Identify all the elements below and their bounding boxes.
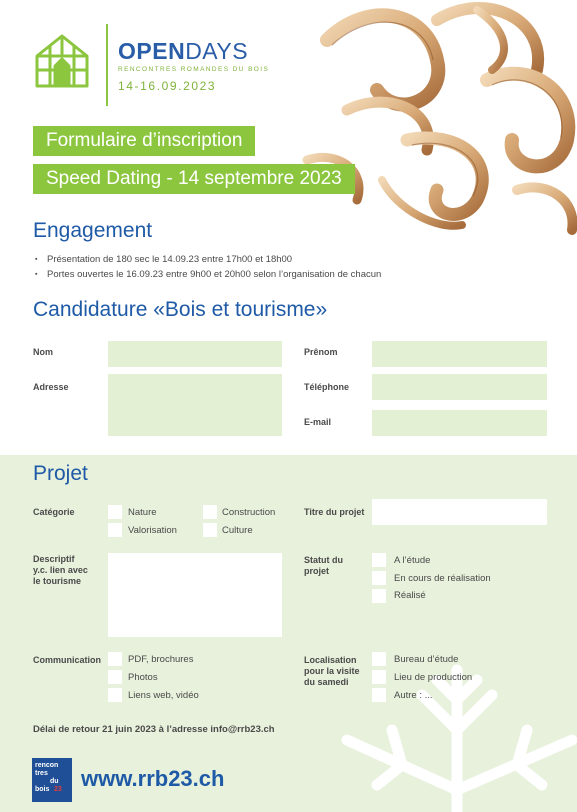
brand-open: OPEN — [118, 38, 186, 64]
adresse-field[interactable] — [108, 374, 282, 436]
statut-label-line: Statut du — [304, 555, 343, 565]
telephone-label: Téléphone — [304, 382, 350, 392]
prenom-label: Prênom — [304, 347, 338, 357]
titre-projet-field[interactable] — [372, 499, 547, 525]
photos-option-label: Photos — [128, 672, 158, 683]
communication-label: Communication — [33, 655, 102, 665]
autre-checkbox[interactable] — [372, 688, 386, 702]
engagement-heading: Engagement — [33, 219, 153, 242]
titre-projet-label: Titre du projet — [304, 507, 365, 517]
nature-checkbox[interactable] — [108, 505, 122, 519]
adresse-label: Adresse — [33, 382, 69, 392]
brand-dates: 14-16.09.2023 — [118, 79, 217, 93]
autre-option-label: Autre : ... — [394, 690, 433, 701]
wood-shavings-image — [287, 0, 577, 235]
candidature-heading: Candidature «Bois et tourisme» — [33, 298, 328, 321]
return-deadline-text: Délai de retour 21 juin 2023 à l’adresse info@rrb23.ch — [33, 724, 275, 735]
localisation-label-line: du samedi — [304, 677, 349, 687]
realise-checkbox[interactable] — [372, 589, 386, 603]
statut-label-line: projet — [304, 566, 330, 576]
localisation-label-line: Localisation — [304, 655, 357, 665]
email-label: E-mail — [304, 417, 332, 427]
logo-line: 23 — [54, 786, 62, 793]
pdf-brochures-option-label: PDF, brochures — [128, 654, 194, 665]
construction-checkbox[interactable] — [203, 505, 217, 519]
logo-line: bois — [35, 786, 50, 793]
construction-option-label: Construction — [222, 507, 276, 518]
nature-option-label: Nature — [128, 507, 157, 518]
nom-label: Nom — [33, 347, 53, 357]
form-title-banner: Formulaire d’inscription — [33, 126, 255, 156]
logo-separator — [106, 24, 108, 106]
valorisation-checkbox[interactable] — [108, 523, 122, 537]
descriptif-label-line: Descriptif — [33, 554, 75, 564]
en-cours-option-label: En cours de réalisation — [394, 573, 491, 584]
liens-web-checkbox[interactable] — [108, 688, 122, 702]
photos-checkbox[interactable] — [108, 670, 122, 684]
liens-web-option-label: Liens web, vidéo — [128, 690, 199, 701]
projet-heading: Projet — [33, 462, 88, 485]
descriptif-field[interactable] — [108, 553, 282, 637]
a-letude-option-label: A l’étude — [394, 555, 431, 566]
pdf-brochures-checkbox[interactable] — [108, 652, 122, 666]
brand-subtitle: RENCONTRES ROMANDES DU BOIS — [118, 66, 270, 73]
bureau-etude-option-label: Bureau d’étude — [394, 654, 459, 665]
prenom-field[interactable] — [372, 341, 547, 367]
a-letude-checkbox[interactable] — [372, 553, 386, 567]
engagement-item: ▪ Présentation de 180 sec le 14.09.23 entre 17h00 et 18h00 — [35, 252, 381, 267]
telephone-field[interactable] — [372, 374, 547, 400]
localisation-label-line: pour la visite — [304, 666, 360, 676]
descriptif-label-line: y.c. lien avec — [33, 565, 88, 575]
engagement-item: ▪ Portes ouvertes le 16.09.23 entre 9h00 et 20h00 selon l’organisation de chacun — [35, 267, 381, 282]
culture-option-label: Culture — [222, 525, 253, 536]
logo-line: rencon — [35, 762, 59, 769]
realise-option-label: Réalisé — [394, 590, 426, 601]
categorie-label: Catégorie — [33, 507, 75, 517]
event-subtitle-banner: Speed Dating - 14 septembre 2023 — [33, 164, 355, 194]
valorisation-option-label: Valorisation — [128, 525, 177, 536]
logo-line: tres — [35, 770, 48, 777]
engagement-list — [35, 252, 381, 282]
website-link[interactable]: www.rrb23.ch — [81, 766, 225, 791]
logo-line: du — [50, 778, 59, 785]
email-field[interactable] — [372, 410, 547, 436]
brand-days: DAYS — [185, 38, 249, 64]
lieu-production-option-label: Lieu de production — [394, 672, 473, 683]
lieu-production-checkbox[interactable] — [372, 670, 386, 684]
culture-checkbox[interactable] — [203, 523, 217, 537]
descriptif-label-line: le tourisme — [33, 576, 82, 586]
rrb23-logo — [32, 758, 72, 802]
brand-name — [118, 38, 248, 65]
bureau-etude-checkbox[interactable] — [372, 652, 386, 666]
house-logo-icon — [33, 32, 91, 90]
en-cours-checkbox[interactable] — [372, 571, 386, 585]
nom-field[interactable] — [108, 341, 282, 367]
